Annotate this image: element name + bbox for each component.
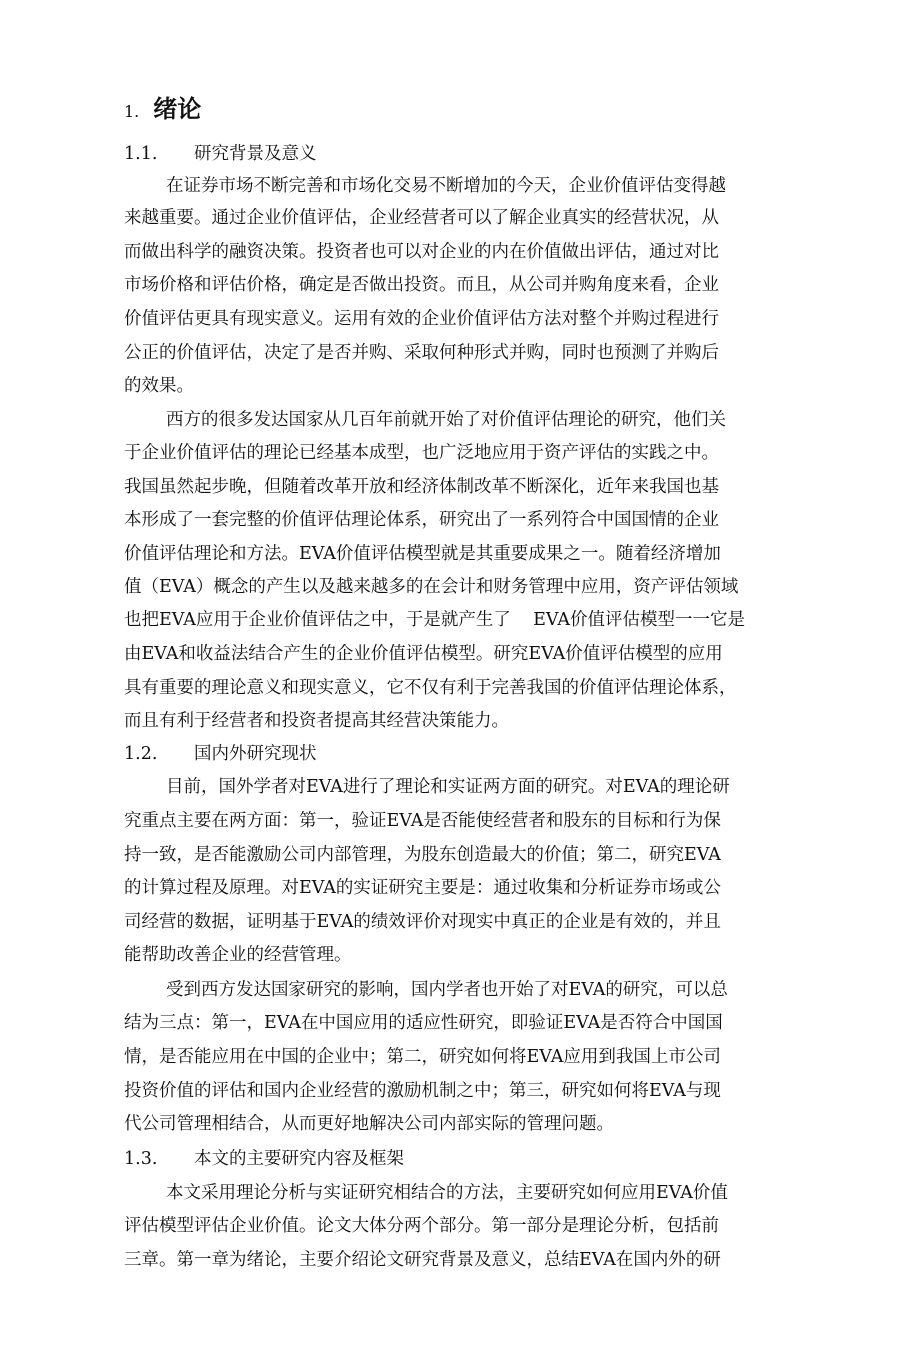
paragraph-line: 评估模型评估企业价值。论文大体分两个部分。第一部分是理论分析，包括前 bbox=[124, 1216, 719, 1236]
section-title: 本文的主要研究内容及框架 bbox=[194, 1149, 404, 1169]
paragraph-line: 市场价格和评估价格，确定是否做出投资。而且，从公司并购角度来看，企业 bbox=[124, 275, 719, 295]
paragraph-line: 三章。第一章为绪论，主要介绍论文研究背景及意义，总结EVA在国内外的研 bbox=[124, 1250, 721, 1270]
paragraph-line: 本文采用理论分析与实证研究相结合的方法，主要研究如何应用EVA价值 bbox=[166, 1183, 728, 1203]
paragraph-line: 西方的很多发达国家从几百年前就开始了对价值评估理论的研究，他们关 bbox=[166, 410, 726, 430]
section-number: 1.3. bbox=[124, 1149, 158, 1169]
paragraph-line: 价值评估更具有现实意义。运用有效的企业价值评估方法对整个并购过程进行 bbox=[124, 309, 719, 329]
paragraph-line: 我国虽然起步晚，但随着改革开放和经济体制改革不断深化，近年来我国也基 bbox=[124, 477, 719, 497]
chapter-title: 绪论 bbox=[153, 95, 202, 123]
section-heading bbox=[124, 1144, 404, 1174]
chapter-heading bbox=[124, 92, 201, 129]
section-number: 1.1. bbox=[124, 144, 158, 164]
section-heading bbox=[124, 739, 317, 769]
section-title: 研究背景及意义 bbox=[194, 144, 317, 164]
paragraph-line: 本形成了一套完整的价值评估理论体系，研究出了一系列符合中国国情的企业 bbox=[124, 510, 719, 530]
section-number: 1.2. bbox=[124, 744, 158, 764]
paragraph-line: 能帮助改善企业的经营管理。 bbox=[124, 945, 352, 965]
paragraph-line: 的效果。 bbox=[124, 376, 194, 396]
paragraph-line: 代公司管理相结合，从而更好地解决公司内部实际的管理问题。 bbox=[124, 1114, 614, 1134]
paragraph-line: 目前，国外学者对EVA进行了理论和实证两方面的研究。对EVA的理论研 bbox=[166, 777, 730, 797]
paragraph-line: 持一致，是否能激励公司内部管理，为股东创造最大的价值；第二，研究EVA bbox=[124, 845, 721, 865]
paragraph-line: 而且有利于经营者和投资者提高其经营决策能力。 bbox=[124, 711, 509, 731]
paragraph-line: 究重点主要在两方面：第一，验证EVA是否能使经营者和股东的目标和行为保 bbox=[124, 811, 721, 831]
chapter-number: 1. bbox=[124, 102, 140, 121]
paragraph-line: 的计算过程及原理。对EVA的实证研究主要是：通过收集和分析证券市场或公 bbox=[124, 878, 721, 898]
section-title: 国内外研究现状 bbox=[194, 744, 317, 764]
paragraph-line: 在证券市场不断完善和市场化交易不断增加的今天，企业价值评估变得越 bbox=[166, 176, 726, 196]
section-heading bbox=[124, 139, 317, 169]
paragraph-line: 而做出科学的融资决策。投资者也可以对企业的内在价值做出评估，通过对比 bbox=[124, 242, 719, 262]
paragraph-line: 于企业价值评估的理论已经基本成型，也广泛地应用于资产评估的实践之中。 bbox=[124, 443, 719, 463]
paragraph-line: 具有重要的理论意义和现实意义，它不仅有利于完善我国的价值评估理论体系， bbox=[124, 678, 737, 698]
paragraph-line: 值（EVA）概念的产生以及越来越多的在会计和财务管理中应用，资产评估领域 bbox=[124, 577, 739, 597]
paragraph-line: 也把EVA应用于企业价值评估之中，于是就产生了 EVA价值评估模型一一它是 bbox=[124, 610, 745, 630]
paragraph-line: 司经营的数据，证明基于EVA的绩效评价对现实中真正的企业是有效的，并且 bbox=[124, 912, 721, 932]
paragraph-line: 受到西方发达国家研究的影响，国内学者也开始了对EVA的研究，可以总 bbox=[166, 980, 728, 1000]
paragraph-line: 价值评估理论和方法。EVA价值评估模型就是其重要成果之一。随着经济增加 bbox=[124, 544, 721, 564]
paragraph-line: 结为三点：第一，EVA在中国应用的适应性研究，即验证EVA是否符合中国国 bbox=[124, 1013, 723, 1033]
paragraph-line: 由EVA和收益法结合产生的企业价值评估模型。研究EVA价值评估模型的应用 bbox=[124, 644, 723, 664]
paragraph-line: 来越重要。通过企业价值评估，企业经营者可以了解企业真实的经营状况，从 bbox=[124, 208, 719, 228]
paragraph-line: 公正的价值评估，决定了是否并购、采取何种形式并购，同时也预测了并购后 bbox=[124, 343, 719, 363]
paragraph-line: 投资价值的评估和国内企业经营的激励机制之中；第三，研究如何将EVA与现 bbox=[124, 1081, 721, 1101]
paragraph-line: 情，是否能应用在中国的企业中；第二，研究如何将EVA应用到我国上市公司 bbox=[124, 1047, 721, 1067]
